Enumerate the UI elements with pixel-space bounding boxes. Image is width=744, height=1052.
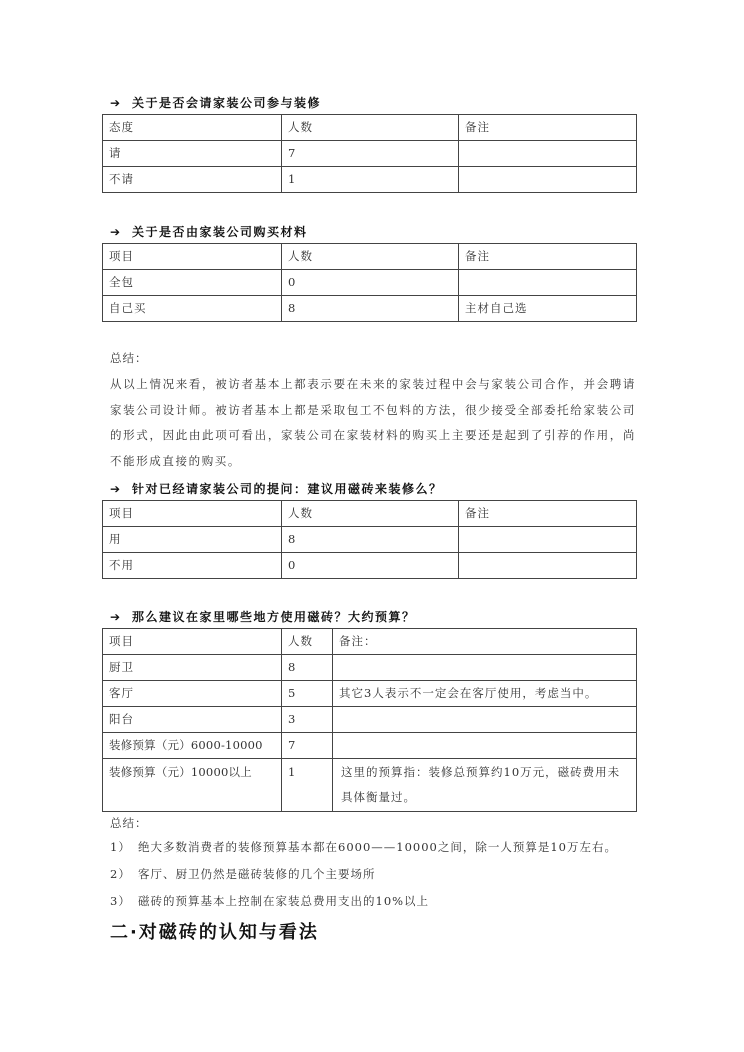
table-cell: 用 <box>103 527 282 553</box>
table-cell: 不用 <box>103 553 282 579</box>
table-cell <box>459 167 637 193</box>
table-cell <box>459 553 637 579</box>
table-row <box>103 553 637 579</box>
table-row <box>103 733 637 759</box>
header-cell: 备注 <box>459 244 637 270</box>
table-cell <box>333 733 637 759</box>
header-cell: 备注 <box>459 115 637 141</box>
table-cell: 不请 <box>103 167 282 193</box>
header-cell: 项目 <box>103 501 282 527</box>
table-cell <box>333 655 637 681</box>
table-cell <box>459 527 637 553</box>
section-heading-hire-company <box>110 94 321 111</box>
table-use-tiles <box>102 500 637 579</box>
table-buy-materials <box>102 243 637 322</box>
list-item <box>110 888 617 915</box>
heading-text: 关于是否由家装公司购买材料 <box>132 225 308 239</box>
table-cell: 装修预算（元）6000-10000 <box>103 733 282 759</box>
arrow-icon: ➔ <box>110 482 122 496</box>
table-row <box>103 270 637 296</box>
list-text: 客厅、厨卫仍然是磁砖装修的几个主要场所 <box>138 867 376 881</box>
summary-label: 总结： <box>110 816 148 830</box>
table-cell: 全包 <box>103 270 282 296</box>
table-cell <box>459 270 637 296</box>
list-text: 绝大多数消费者的装修预算基本都在6000——10000之间，除一人预算是10万左右。 <box>138 840 617 854</box>
table-cell: 客厅 <box>103 681 282 707</box>
table-cell: 1 <box>282 167 459 193</box>
heading-text: 针对已经请家装公司的提问：建议用磁砖来装修么？ <box>132 482 443 496</box>
table-hire-company <box>102 114 637 193</box>
table-row <box>103 296 637 322</box>
list-number: 3） <box>110 894 131 908</box>
table-cell: 8 <box>282 296 459 322</box>
heading-text: 关于是否会请家装公司参与装修 <box>132 96 322 110</box>
list-item <box>110 861 617 888</box>
header-cell: 人数 <box>282 501 459 527</box>
table-cell: 0 <box>282 270 459 296</box>
header-cell: 项目 <box>103 629 282 655</box>
header-cell: 人数 <box>282 115 459 141</box>
table-cell <box>333 707 637 733</box>
table-cell: 1 <box>282 759 333 812</box>
table-cell: 0 <box>282 553 459 579</box>
section-heading-tile-locations <box>110 608 416 625</box>
table-cell: 7 <box>282 733 333 759</box>
table-cell: 阳台 <box>103 707 282 733</box>
table-cell: 请 <box>103 141 282 167</box>
list-number: 2） <box>110 867 131 881</box>
arrow-icon: ➔ <box>110 96 122 110</box>
table-header-row <box>103 629 637 655</box>
table-cell: 装修预算（元）10000以上 <box>103 759 282 812</box>
header-cell: 项目 <box>103 244 282 270</box>
table-row <box>103 707 637 733</box>
table-cell: 其它3人表示不一定会在客厅使用，考虑当中。 <box>333 681 637 707</box>
header-cell: 人数 <box>282 629 333 655</box>
table-cell: 主材自己选 <box>459 296 637 322</box>
table-cell: 7 <box>282 141 459 167</box>
summary-label: 总结： <box>110 351 148 365</box>
arrow-icon: ➔ <box>110 610 122 624</box>
summary-paragraph: 从以上情况来看，被访者基本上都表示要在未来的家装过程中会与家装公司合作，并会聘请家装公司设计师。被访者基本上都是采取包工不包料的方法，很少接受全部委托给家装公司的形式，因此由此项可看出，家装公司在家装材料的购买上主要还是起到了引荐的作用，尚不能形成直接的购买。 <box>110 377 636 468</box>
section-title: 二·对磁砖的认知与看法 <box>110 922 319 943</box>
table-cell: 厨卫 <box>103 655 282 681</box>
section-heading-buy-materials <box>110 223 308 240</box>
heading-text: 那么建议在家里哪些地方使用磁砖？大约预算？ <box>132 610 416 624</box>
table-cell: 8 <box>282 655 333 681</box>
list-item <box>110 834 617 861</box>
table-row <box>103 759 637 812</box>
table-cell: 8 <box>282 527 459 553</box>
table-cell: 这里的预算指：装修总预算约10万元，磁砖费用未具体衡量过。 <box>333 759 637 812</box>
table-row <box>103 681 637 707</box>
table-header-row <box>103 244 637 270</box>
table-tile-locations <box>102 628 637 812</box>
header-cell: 人数 <box>282 244 459 270</box>
list-text: 磁砖的预算基本上控制在家装总费用支出的10%以上 <box>138 894 430 908</box>
table-header-row <box>103 501 637 527</box>
section-heading-use-tiles <box>110 480 443 497</box>
table-cell <box>459 141 637 167</box>
table-row <box>103 527 637 553</box>
table-row <box>103 141 637 167</box>
arrow-icon: ➔ <box>110 225 122 239</box>
table-cell: 3 <box>282 707 333 733</box>
header-cell: 备注： <box>333 629 637 655</box>
table-header-row <box>103 115 637 141</box>
summary-list <box>110 834 617 915</box>
table-cell: 5 <box>282 681 333 707</box>
table-cell: 自己买 <box>103 296 282 322</box>
table-row <box>103 167 637 193</box>
table-row <box>103 655 637 681</box>
header-cell: 备注 <box>459 501 637 527</box>
header-cell: 态度 <box>103 115 282 141</box>
list-number: 1） <box>110 840 131 854</box>
